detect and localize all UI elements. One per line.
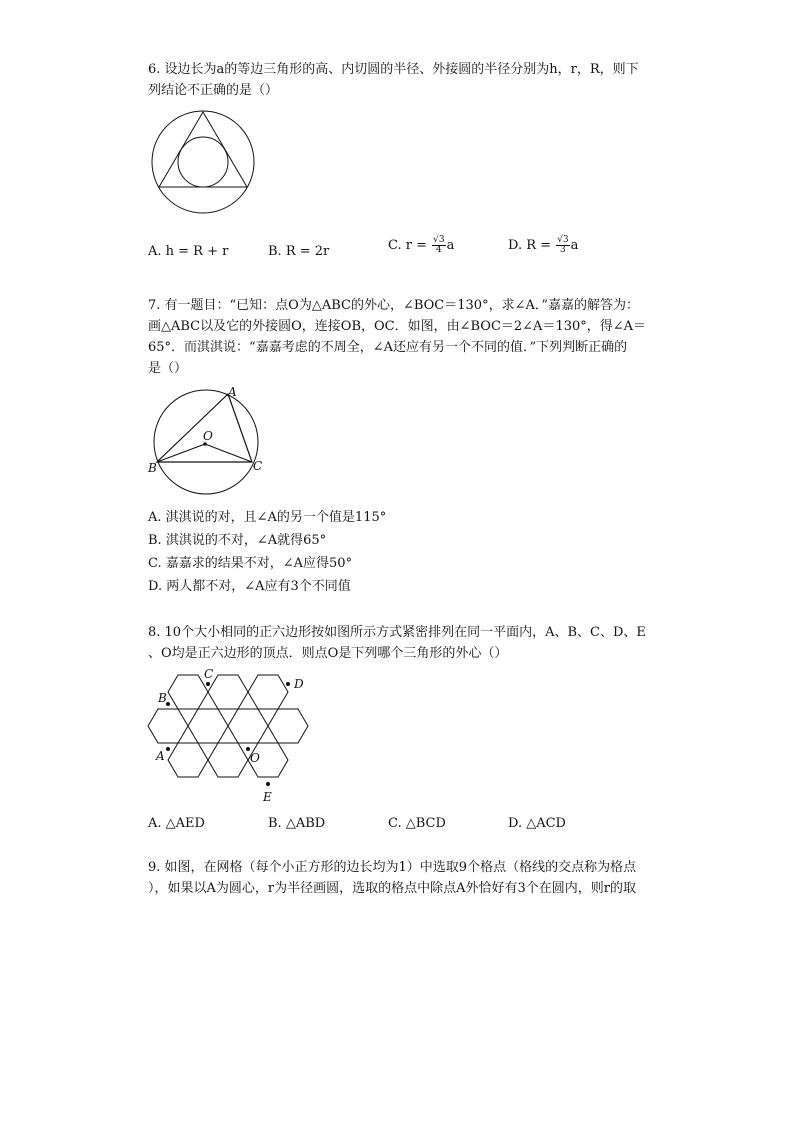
q8-stem-line1: 8. 10个大小相同的正六边形按如图所示方式紧密排列在同一平面内，A、B、C、D、E <box>148 625 646 640</box>
q6-option-c-numerator: √3 <box>433 235 445 245</box>
q8-option-d[interactable]: D. △ACD <box>508 816 566 831</box>
q8-option-b[interactable]: B. △ABD <box>268 816 326 831</box>
q6-option-c-prefix: C. r = <box>388 238 427 253</box>
q7-option-a[interactable]: A. 淇淇说的对，且∠A的另一个值是115° <box>148 510 387 525</box>
q8-label-d: D <box>294 677 304 691</box>
q7-label-c: C <box>253 459 263 473</box>
q6-option-c[interactable] <box>388 236 454 255</box>
q6-option-c-denominator: 4 <box>436 245 442 255</box>
q8-option-a[interactable]: A. △AED <box>148 816 205 831</box>
q7-option-b[interactable]: B. 淇淇说的不对，∠A就得65° <box>148 533 327 548</box>
q6-option-a[interactable]: A. h = R + r <box>148 244 229 259</box>
q8-label-a: A <box>156 749 165 763</box>
q9-stem-line2: ），如果以A为圆心，r为半径画圆，选取的格点中除点A外恰好有3个在圆内，则r的取 <box>148 881 636 896</box>
q7-stem-line1: 7. 有一题目：“已知：点O为△ABC的外心，∠BOC＝130°，求∠A．”嘉嘉的解答为： <box>148 298 639 313</box>
q6-option-d-denominator: 3 <box>560 245 566 255</box>
q7-label-o: O <box>203 429 213 443</box>
q6-figure-circles-triangle <box>150 110 260 220</box>
q7-option-d[interactable]: D. 两人都不对，∠A应有3个不同值 <box>148 579 351 594</box>
q9-stem-line1: 9. 如图，在网格（每个小正方形的边长均为1）中选取9个格点（格线的交点称为格点 <box>148 860 637 875</box>
q8-figure-hexagons <box>150 664 320 804</box>
q6-option-d-suffix: a <box>570 238 579 253</box>
q6-option-c-fraction <box>432 236 445 255</box>
q6-option-d-numerator: √3 <box>557 235 569 245</box>
q6-stem-line1: 6. 设边长为a的等边三角形的高、内切圆的半径、外接圆的半径分别为h，r，R，则下 <box>148 62 639 77</box>
q6-option-d[interactable] <box>508 236 578 255</box>
q6-option-d-prefix: D. R = <box>508 238 552 253</box>
q7-stem-line4: 是（） <box>148 361 188 376</box>
q6-option-d-fraction <box>556 236 569 255</box>
q8-option-c[interactable]: C. △BCD <box>388 816 446 831</box>
q8-stem-line2: 、O均是正六边形的顶点．则点O是下列哪个三角形的外心（） <box>148 646 508 661</box>
q7-label-b: B <box>148 461 157 475</box>
q7-figure-circumcircle <box>146 382 276 502</box>
q6-option-b[interactable]: B. R = 2r <box>268 244 330 259</box>
q8-label-c: C <box>204 667 214 681</box>
q7-label-a: A <box>228 385 237 399</box>
q8-label-b: B <box>158 691 167 705</box>
q7-stem-line2: 画△ABC以及它的外接圆O，连接OB，OC．如图，由∠BOC＝2∠A＝130°，得∠A＝ <box>148 319 647 334</box>
q8-label-e: E <box>263 790 272 804</box>
q6-option-c-suffix: a <box>446 238 455 253</box>
q8-label-o: O <box>250 751 260 765</box>
q7-stem-line3: 65°．而淇淇说：“嘉嘉考虑的不周全，∠A还应有另一个不同的值．”下列判断正确的 <box>148 340 628 355</box>
q7-option-c[interactable]: C. 嘉嘉求的结果不对，∠A应得50° <box>148 556 353 571</box>
q6-stem-line2: 列结论不正确的是（） <box>148 83 279 98</box>
